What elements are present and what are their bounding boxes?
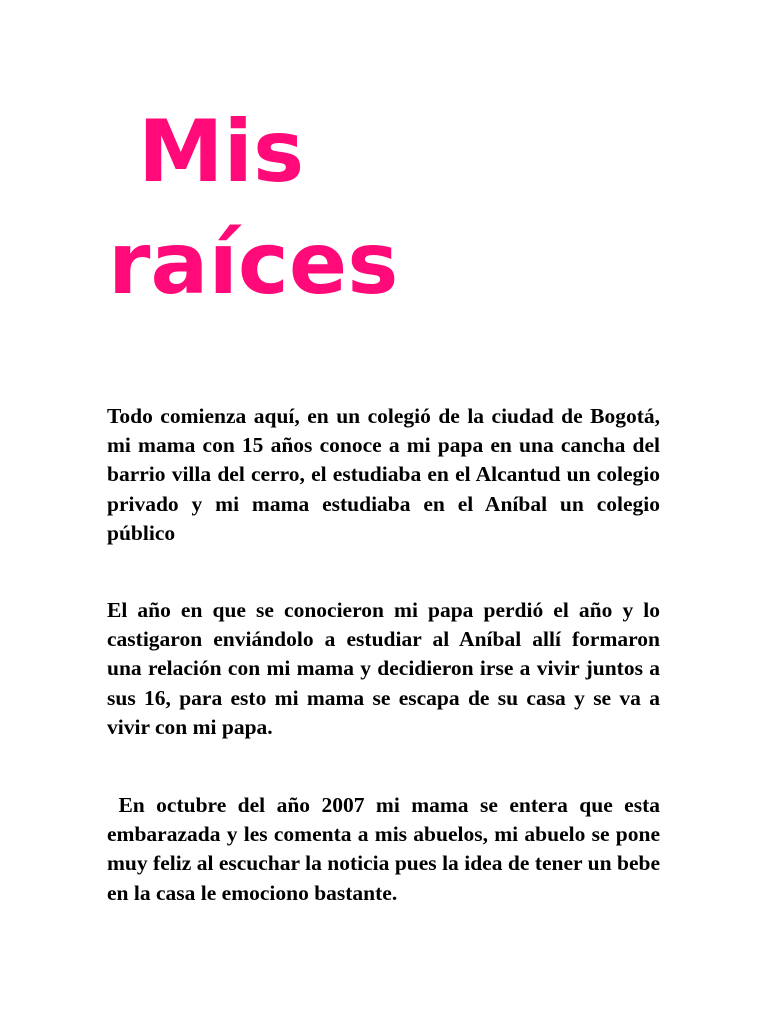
title-line-1: Mis (108, 102, 305, 202)
paragraph-1: Todo comienza aquí, en un colegió de la ciudad de Bogotá, mi mama con 15 años conoce a mi papa en una cancha del barrio villa del cerro, el estudiaba en el Alcantud un colegio privado y mi mama estudiaba en el Aníbal un colegio público (107, 404, 660, 545)
title-line-2: raíces (108, 214, 399, 314)
document-title (108, 96, 398, 320)
paragraph-2: El año en que se conocieron mi papa perdió el año y lo castigaron enviándolo a estudiar al Aníbal allí formaron una relación con mi mama y decidieron irse a vivir juntos a sus 16, para esto mi mama se escapa de su casa y se va a vivir con mi papa. (107, 598, 660, 739)
paragraph-3: En octubre del año 2007 mi mama se entera que esta embarazada y les comenta a mis abuelos, mi abuelo se pone muy feliz al escuchar la noticia pues la idea de tener un bebe en la casa le emociono bastante. (107, 793, 666, 905)
